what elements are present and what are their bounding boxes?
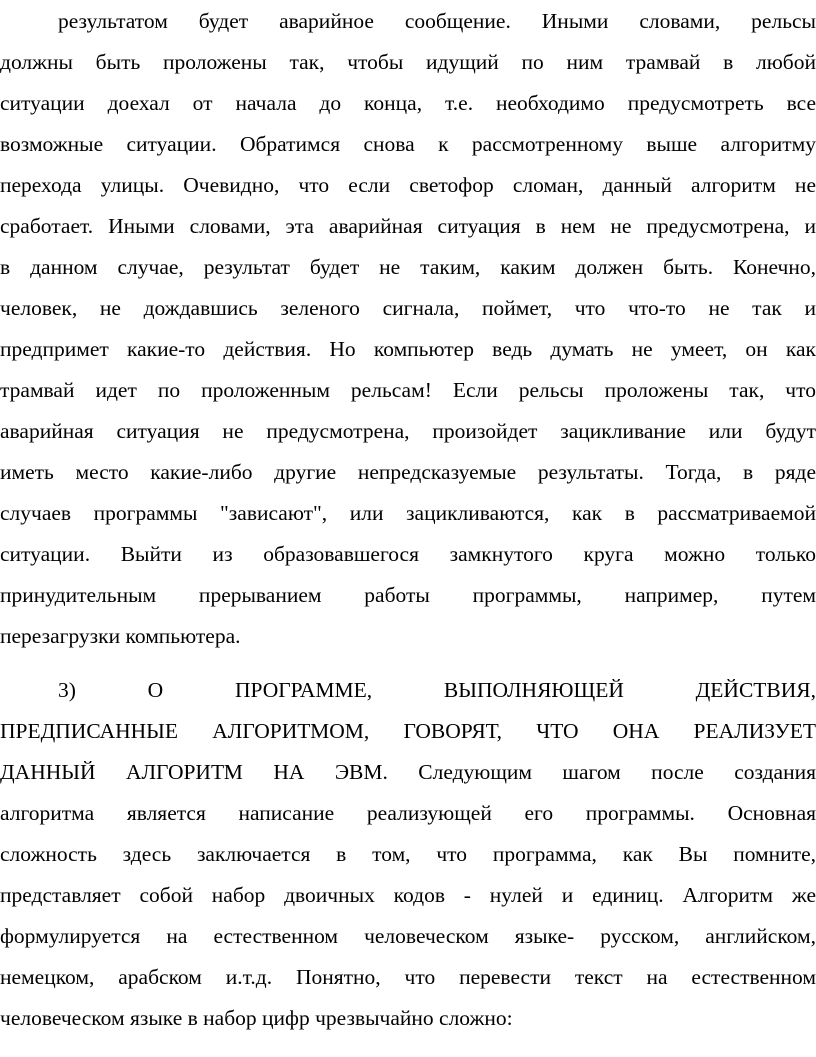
paragraph-1-line-7: в данном случае, результат будет не таким, каким должен быть. Конечно, [0,255,816,279]
paragraph-2-line-1: 3) О ПРОГРАММЕ, ВЫПОЛНЯЮЩЕЙ ДЕЙСТВИЯ, [58,678,816,702]
paragraph-1-line-6: сработает. Иными словами, эта аварийная ситуация в нем не предусмотрена, и [0,214,816,238]
paragraph-1-line-9: предпримет какие-то действия. Но компьютер ведь думать не умеет, он как [0,337,816,361]
paragraph-1-line-4: возможные ситуации. Обратимся снова к рассмотренному выше алгоритму [0,132,816,156]
paragraph-1-line-15: принудительным прерыванием работы программы, например, путем [0,583,816,607]
paragraph-1-line-2: должны быть проложены так, чтобы идущий по ним трамвай в любой [0,50,816,74]
paragraph-1-line-1: результатом будет аварийное сообщение. Иными словами, рельсы [58,9,816,33]
paragraph-1-line-8: человек, не дождавшись зеленого сигнала, поймет, что что-то не так и [0,296,816,320]
paragraph-2-line-7: формулируется на естественном человеческом языке- русском, английском, [0,924,816,948]
paragraph-2-line-4: алгоритма является написание реализующей его программы. Основная [0,801,816,825]
paragraph-2-line-5: сложность здесь заключается в том, что программа, как Вы помните, [0,842,816,866]
paragraph-2-line-3: ДАННЫЙ АЛГОРИТМ НА ЭВМ. Следующим шагом после создания [0,760,816,784]
paragraph-2-line-9: человеческом языке в набор цифр чрезвычайно сложно: [0,1006,513,1030]
paragraph-1-line-14: ситуации. Выйти из образовавшегося замкнутого круга можно только [0,542,816,566]
paragraph-1-line-5: перехода улицы. Очевидно, что если светофор сломан, данный алгоритм не [0,173,816,197]
paragraph-1-line-3: ситуации доехал от начала до конца, т.е. необходимо предусмотреть все [0,91,816,115]
paragraph-1-line-10: трамвай идет по проложенным рельсам! Если рельсы проложены так, что [0,378,816,402]
paragraph-2-line-8: немецком, арабском и.т.д. Понятно, что перевести текст на естественном [0,965,816,989]
paragraph-1-line-11: аварийная ситуация не предусмотрена, произойдет зацикливание или будут [0,419,816,443]
paragraph-2-line-2: ПРЕДПИСАННЫЕ АЛГОРИТМОМ, ГОВОРЯТ, ЧТО ОНА РЕАЛИЗУЕТ [0,719,816,743]
paragraph-2-line-6: представляет собой набор двоичных кодов - нулей и единиц. Алгоритм же [0,883,816,907]
paragraph-1-line-13: случаев программы "зависают", или зацикливаются, как в рассматриваемой [0,501,816,525]
paragraph-1-line-16: перезагрузки компьютера. [0,624,241,648]
paragraph-1-line-12: иметь место какие-либо другие непредсказуемые результаты. Тогда, в ряде [0,460,816,484]
